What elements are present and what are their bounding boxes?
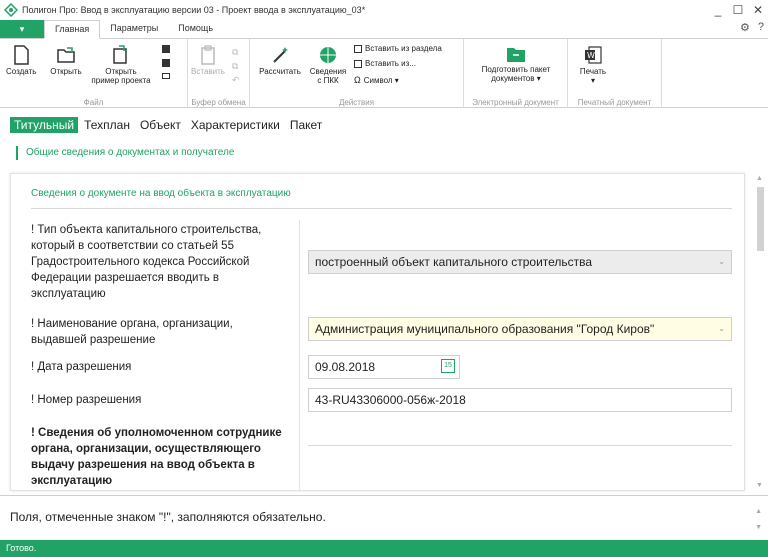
- main-tabs: [10, 117, 328, 133]
- magic-wand-icon: [270, 45, 290, 65]
- create-button[interactable]: Создать: [6, 45, 36, 76]
- ribbon-group-file: [0, 39, 188, 108]
- ribbon-tab-parameters[interactable]: Параметры: [110, 23, 159, 33]
- status-bar: Готово.: [0, 540, 768, 557]
- open-sample-button[interactable]: Открыть пример проекта: [88, 45, 154, 85]
- object-type-label: ! Тип объекта капитального строительства, который в соответствии со статьей 55 Градостроительного кодекса Российской Федерации разрешается вводить в эксплуатацию: [31, 224, 262, 300]
- calendar-icon[interactable]: 15: [441, 359, 455, 373]
- maximize-button[interactable]: ☐: [732, 3, 744, 17]
- tab-characteristics[interactable]: Характеристики: [190, 118, 280, 132]
- copy-icon[interactable]: ⧉: [232, 47, 239, 57]
- insert-from-section-button[interactable]: Вставить из раздела: [354, 44, 442, 53]
- ribbon-group-print: [568, 39, 662, 108]
- tab-object[interactable]: Объект: [139, 118, 181, 132]
- word-document-icon: [584, 45, 602, 65]
- scroll-up-icon[interactable]: ▲: [755, 508, 762, 515]
- group-label-edoc: Электронный документ: [472, 98, 559, 107]
- undo-icon[interactable]: ↶: [232, 75, 240, 85]
- authority-label: ! Наименование органа, организации, выдавшей разрешение: [31, 318, 233, 346]
- save-icons: [162, 45, 172, 79]
- tab-title[interactable]: Титульный: [10, 117, 78, 133]
- app-logo-icon: [4, 3, 18, 17]
- authorized-employee-label: ! Сведения об уполномоченном сотруднике органа, организации, осуществляющего выдачу разрешения на ввод объекта в эксплуатацию: [31, 427, 282, 487]
- hint-scrollbar[interactable]: [755, 504, 762, 536]
- tab-techplan[interactable]: Техплан: [84, 118, 130, 132]
- paste-button[interactable]: Вставить: [190, 45, 226, 76]
- permit-number-field[interactable]: 43-RU43306000-056ж-2018: [308, 388, 732, 412]
- form-panel: [10, 173, 745, 491]
- title-bar: [0, 0, 768, 20]
- svg-text:W: W: [587, 51, 595, 60]
- chevron-down-icon: ⌄: [718, 324, 725, 333]
- symbol-button[interactable]: Ω Символ ▾: [354, 75, 399, 85]
- hint-panel: [0, 495, 768, 539]
- form-scrollbar[interactable]: [752, 173, 768, 491]
- tab-package[interactable]: Пакет: [289, 118, 323, 132]
- scroll-up-icon[interactable]: ▲: [756, 175, 763, 182]
- panel-title: Сведения о документе на ввод объекта в эксплуатацию: [31, 188, 291, 199]
- scroll-down-icon[interactable]: ▼: [755, 524, 762, 531]
- calculate-button[interactable]: Рассчитать: [256, 45, 304, 76]
- file-menu-button[interactable]: ▾: [0, 20, 44, 38]
- ribbon: [0, 38, 768, 108]
- globe-icon: [318, 45, 338, 65]
- section-title[interactable]: Общие сведения о документах и получателе: [16, 146, 234, 160]
- clipboard-small-icons: [232, 45, 240, 87]
- save-icon[interactable]: [162, 45, 170, 53]
- group-label-actions: Действия: [338, 98, 375, 107]
- permit-date-label: ! Дата разрешения: [31, 361, 132, 373]
- prepare-package-button[interactable]: Подготовить пакет документов ▾: [468, 45, 564, 83]
- ribbon-tab-help[interactable]: Помощь: [178, 23, 214, 33]
- minimize-button[interactable]: _: [714, 3, 722, 17]
- package-folder-icon: [506, 45, 526, 63]
- scroll-thumb[interactable]: [757, 187, 764, 251]
- ribbon-tab-home[interactable]: Главная: [44, 20, 100, 39]
- permit-date-field[interactable]: 09.08.2018 15: [308, 355, 460, 379]
- omega-icon: Ω: [354, 75, 361, 85]
- close-project-icon[interactable]: [162, 73, 170, 79]
- open-button[interactable]: Открыть: [46, 45, 86, 76]
- sample-project-icon: [111, 45, 131, 65]
- group-label-clipboard: Буфер обмена: [191, 98, 246, 107]
- authority-select[interactable]: Администрация муниципального образования "Город Киров" ⌄: [308, 317, 732, 341]
- new-document-icon: [12, 45, 30, 65]
- pkk-info-button[interactable]: Сведения с ПКК: [308, 45, 348, 85]
- scroll-down-icon[interactable]: ▼: [756, 482, 763, 489]
- settings-icon[interactable]: ⚙: [740, 22, 750, 34]
- panel-divider: [31, 208, 732, 209]
- print-button[interactable]: W Печать ▾: [576, 45, 610, 85]
- save-as-icon[interactable]: [162, 59, 170, 67]
- hint-text: Поля, отмеченные знаком "!", заполняются обязательно.: [10, 510, 326, 524]
- ribbon-group-actions: [250, 39, 464, 108]
- insert-file-icon: [354, 60, 362, 68]
- close-button[interactable]: ✕: [752, 3, 764, 17]
- insert-section-icon: [354, 45, 362, 53]
- open-folder-icon: [56, 45, 76, 65]
- group-label-print: Печатный документ: [577, 98, 652, 107]
- ribbon-group-clipboard: [188, 39, 250, 108]
- help-icon[interactable]: ?: [757, 21, 764, 33]
- group-label-file: Файл: [83, 98, 104, 107]
- permit-number-label: ! Номер разрешения: [31, 394, 142, 406]
- paste-icon: [199, 45, 217, 65]
- insert-from-button[interactable]: Вставить из...: [354, 59, 416, 68]
- ribbon-tab-row: [0, 20, 768, 38]
- chevron-down-icon: ⌄: [718, 257, 725, 266]
- subsection-divider: [308, 445, 732, 446]
- object-type-select[interactable]: построенный объект капитального строительства ⌄: [308, 250, 732, 274]
- ribbon-group-edoc: [464, 39, 568, 108]
- cut-icon[interactable]: ⧉: [232, 61, 239, 71]
- window-title: Полигон Про: Ввод в эксплуатацию версии 03 - Проект ввода в эксплуатацию_03*: [22, 5, 366, 15]
